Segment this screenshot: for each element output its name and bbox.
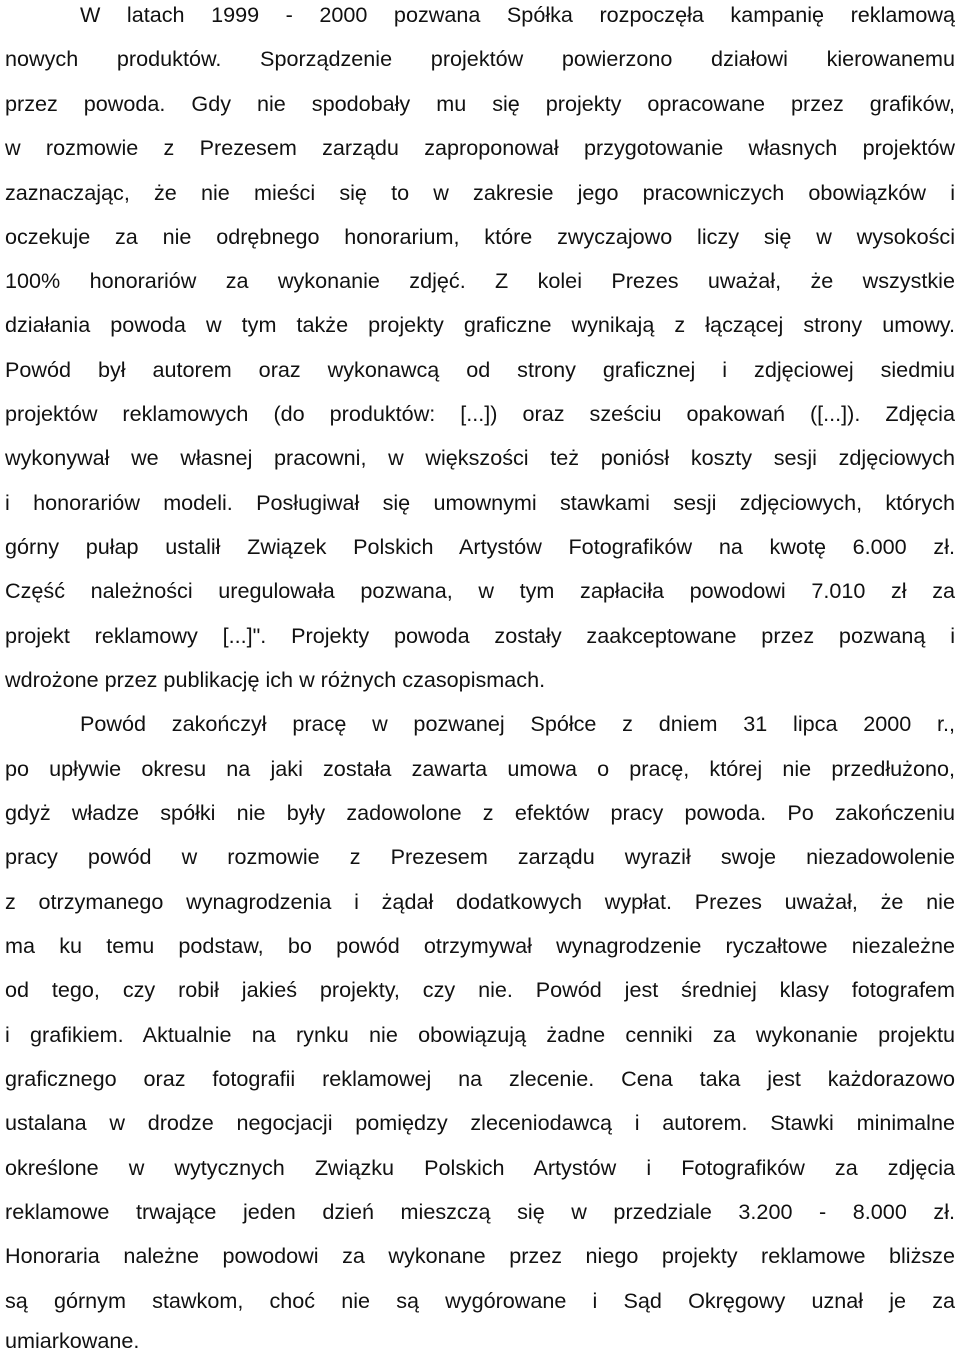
text-line: Honoraria należne powodowi za wykonane przez niego projekty reklamowe bliższe [5, 1243, 955, 1268]
text-line: z otrzymanego wynagrodzenia i żądał dodatkowych wypłat. Prezes uważał, że nie [5, 889, 955, 914]
text-line: zaznaczając, że nie mieści się to w zakresie jego pracowniczych obowiązków i [5, 180, 955, 205]
text-line: w rozmowie z Prezesem zarządu zaproponował przygotowanie własnych projektów [5, 135, 955, 160]
text-line: 100% honorariów za wykonanie zdjęć. Z kolei Prezes uważał, że wszystkie [5, 268, 955, 293]
text-line: Część należności uregulowała pozwana, w tym zapłaciła powodowi 7.010 zł za [5, 578, 955, 603]
text-line: i honorariów modeli. Posługiwał się umownymi stawkami sesji zdjęciowych, których [5, 490, 955, 515]
text-line: górny pułap ustalił Związek Polskich Artystów Fotografików na kwotę 6.000 zł. [5, 534, 955, 559]
document-page [5, 0, 955, 1356]
text-line: wdrożone przez publikację ich w różnych czasopismach. [5, 667, 546, 692]
text-line: wykonywał we własnej pracowni, w większości też poniósł koszty sesji zdjęciowych [5, 445, 955, 470]
text-line: oczekuje za nie odrębnego honorarium, które zwyczajowo liczy się w wysokości [5, 224, 955, 249]
text-line: pracy powód w rozmowie z Prezesem zarządu wyraził swoje niezadowolenie [5, 844, 955, 869]
text-line: graficznego oraz fotografii reklamowej na zlecenie. Cena taka jest każdorazowo [5, 1066, 955, 1091]
text-line: przez powoda. Gdy nie spodobały mu się projekty opracowane przez grafików, [5, 91, 955, 116]
text-line: umiarkowane. [5, 1328, 140, 1353]
text-line: określone w wytycznych Związku Polskich Artystów i Fotografików za zdjęcia [5, 1155, 955, 1180]
text-line: od tego, czy robił jakieś projekty, czy nie. Powód jest średniej klasy fotografem [5, 977, 955, 1002]
text-line: ustalana w drodze negocjacji pomiędzy zleceniodawcą i autorem. Stawki minimalne [5, 1110, 955, 1135]
text-line: projektów reklamowych (do produktów: [...]) oraz sześciu opakowań ([...]). Zdjęcia [5, 401, 955, 426]
text-line: i grafikiem. Aktualnie na rynku nie obowiązują żadne cenniki za wykonanie projektu [5, 1022, 955, 1047]
text-line: działania powoda w tym także projekty graficzne wynikają z łączącej strony umowy. [5, 312, 955, 337]
text-line: W latach 1999 - 2000 pozwana Spółka rozpoczęła kampanię reklamową [80, 2, 955, 27]
text-line: ma ku temu podstaw, bo powód otrzymywał wynagrodzenie ryczałtowe niezależne [5, 933, 955, 958]
text-line: reklamowe trwające jeden dzień mieszczą się w przedziale 3.200 - 8.000 zł. [5, 1199, 955, 1224]
text-line: projekt reklamowy [...]". Projekty powoda zostały zaakceptowane przez pozwaną i [5, 623, 955, 648]
text-line: Powód był autorem oraz wykonawcą od strony graficznej i zdjęciowej siedmiu [5, 357, 955, 382]
text-line: nowych produktów. Sporządzenie projektów powierzono działowi kierowanemu [5, 46, 955, 71]
text-line: Powód zakończył pracę w pozwanej Spółce z dniem 31 lipca 2000 r., [80, 711, 955, 736]
text-line: są górnym stawkom, choć nie są wygórowane i Sąd Okręgowy uznał je za [5, 1288, 955, 1313]
text-line: gdyż władze spółki nie były zadowolone z efektów pracy powoda. Po zakończeniu [5, 800, 955, 825]
text-line: po upływie okresu na jaki została zawarta umowa o pracę, której nie przedłużono, [5, 756, 955, 781]
